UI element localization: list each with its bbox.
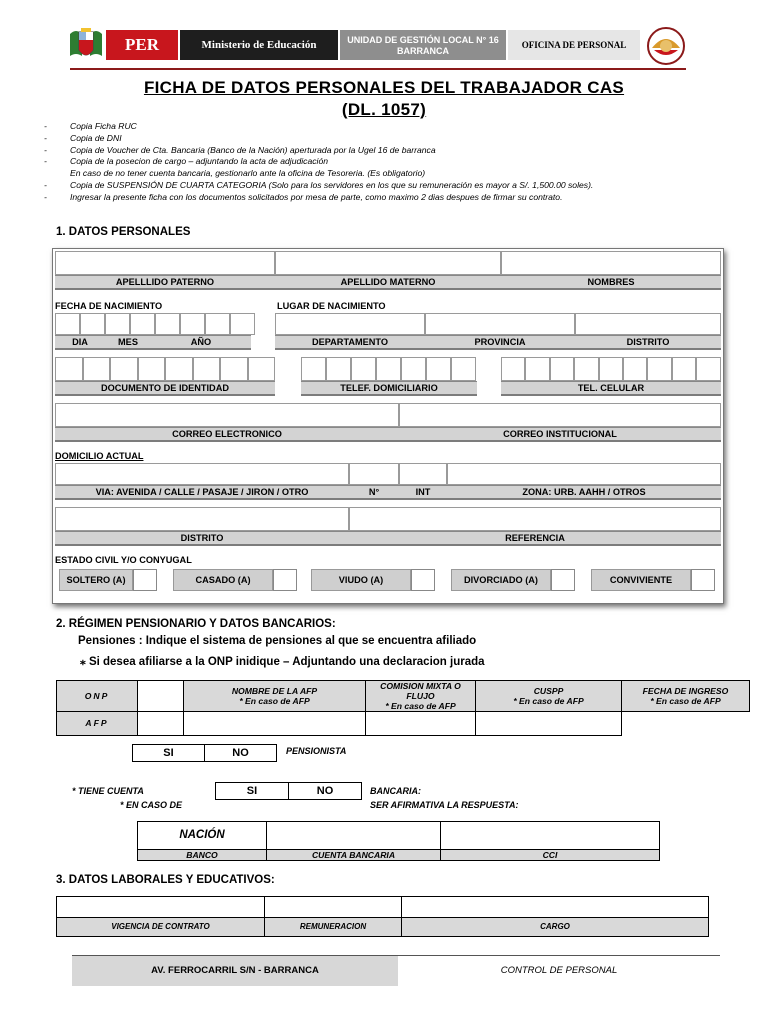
ugel-logo-icon [646,26,686,66]
vigencia-label: VIGENCIA DE CONTRATO [56,917,265,937]
distrito-field[interactable] [575,313,721,335]
casado-checkbox[interactable] [273,569,297,591]
referencia-field[interactable] [349,507,721,531]
cuenta-bancaria-field[interactable] [266,821,441,850]
fecha-nacimiento-label: FECHA DE NACIMIENTO [55,301,163,311]
numero-field[interactable] [349,463,399,485]
requirement-dash: - [44,132,47,143]
dni-digit-cell[interactable] [110,357,138,381]
cuspp-note: * En caso de AFP [513,696,584,706]
divorciado-option: DIVORCIADO (A) [451,569,551,591]
ugel-label [340,30,506,60]
requirement-item [44,156,734,168]
nombre-afp-header [183,680,366,712]
departamento-field[interactable] [275,313,425,335]
nacion-value: NACIÓN [137,821,267,850]
fecha-ingreso-note: * En caso de AFP [650,696,721,706]
requirement-dash: - [44,191,47,202]
cci-field[interactable] [440,821,660,850]
bancaria-label: BANCARIA: [370,786,421,796]
via-field[interactable] [55,463,349,485]
pensionista-no-button[interactable]: NO [204,744,277,762]
dni-digit-cell[interactable] [220,357,248,381]
dni-digit-cell[interactable] [83,357,111,381]
pensionista-label: PENSIONISTA [286,746,347,756]
estado-civil-label: ESTADO CIVIL Y/O CONYUGAL [55,555,192,565]
comision-note: * En caso de AFP [385,701,456,711]
telef-dom-digit-cell[interactable] [301,357,326,381]
ministerio-label: Ministerio de Educación [180,30,338,60]
requirement-dash: - [44,156,47,167]
requirement-item [44,180,734,192]
referencia-label: REFERENCIA [349,531,721,546]
cuenta-si-button[interactable]: SI [215,782,289,800]
tel-cel-digit-cell[interactable] [550,357,574,381]
correo-institucional-label: CORREO INSTITUCIONAL [399,427,721,442]
requirement-item [44,168,734,180]
remuneracion-field[interactable] [264,896,402,918]
oficina-label: OFICINA DE PERSONAL [508,30,640,60]
nombres-label: NOMBRES [501,275,721,290]
requirement-text: Copia de DNI [70,132,122,143]
requirement-item [44,192,734,204]
requirement-text: En caso de no tener cuenta bancaria, gestionarlo ante la oficina de Tesoreria. (Es obligatorio) [70,168,426,179]
birth-date-digit-cell[interactable] [55,313,80,335]
footer-control: CONTROL DE PERSONAL [500,965,618,976]
apellido-paterno-label: APELLLIDO PATERNO [55,275,275,290]
tel-cel-digit-cell[interactable] [672,357,696,381]
tel-cel-digit-cell[interactable] [525,357,549,381]
dni-digit-cell[interactable] [138,357,166,381]
requirement-dash: - [44,121,47,131]
telef-dom-digit-cell[interactable] [451,357,476,381]
tel-cel-digit-cell[interactable] [647,357,671,381]
nombre-afp-note: * En caso de AFP [239,696,310,706]
peru-coat-of-arms-icon [68,26,104,64]
cargo-label: CARGO [401,917,709,937]
tel-cel-digit-cell[interactable] [574,357,598,381]
apellido-materno-label: APELLIDO MATERNO [275,275,501,290]
form-title-line2: (DL. 1057) [341,100,427,119]
nombre-afp-title: NOMBRE DE LA AFP [231,686,318,696]
tel-cel-label: TEL. CELULAR [501,381,721,396]
telef-dom-digit-cell[interactable] [401,357,426,381]
section1-title: 1. DATOS PERSONALES [56,226,191,238]
conviviente-checkbox[interactable] [691,569,715,591]
soltero-option: SOLTERO (A) [59,569,133,591]
telef-dom-digit-cell[interactable] [426,357,451,381]
via-label: VIA: AVENIDA / CALLE / PASAJE / JIRON / OTRO [55,485,349,500]
apellido-materno-field[interactable] [275,251,501,275]
zona-field[interactable] [447,463,721,485]
dni-digit-cell[interactable] [193,357,221,381]
form-title-line1: FICHA DE DATOS PERSONALES DEL TRABAJADOR CAS [143,78,625,97]
correo-electronico-label: CORREO ELECTRONICO [55,427,399,442]
comision-title: COMISION MIXTA O FLUJO [380,681,461,701]
telef-dom-label: TELEF. DOMICILIARIO [301,381,477,396]
requirement-dash: - [44,144,47,155]
pensionista-si-button[interactable]: SI [132,744,205,762]
remuneracion-label: REMUNERACION [264,917,402,937]
viudo-checkbox[interactable] [411,569,435,591]
correo-institucional-field[interactable] [399,403,721,427]
viudo-option: VIUDO (A) [311,569,411,591]
nombres-field[interactable] [501,251,721,275]
anio-label: AÑO [151,335,251,350]
pensiones-instruction: Pensiones : Indique el sistema de pensiones al que se encuentra afiliado [78,635,477,647]
tel-cel-digit-cell[interactable] [623,357,647,381]
soltero-checkbox[interactable] [133,569,157,591]
footer-address: AV. FERROCARRIL S/N - BARRANCA [72,956,398,986]
tel-cel-digit-cell[interactable] [501,357,525,381]
dni-digit-cell[interactable] [165,357,193,381]
fecha-ingreso-header [621,680,750,712]
casado-option: CASADO (A) [173,569,273,591]
dni-digit-cell[interactable] [248,357,276,381]
requirement-text: Ingresar la presente ficha con los documentos solicitados por mesa de parte, como maximo 2 dias despues de firmar su contrato. [70,191,563,202]
requirement-dash: - [44,179,47,190]
tel-cel-digit-cell[interactable] [696,357,720,381]
birth-date-digit-cell[interactable] [205,313,230,335]
nombre-afp-field[interactable] [183,711,366,736]
birth-date-digit-cell[interactable] [80,313,105,335]
onp-checkbox[interactable] [137,680,184,712]
conviviente-option: CONVIVIENTE [591,569,691,591]
dia-label: DIA [55,335,105,350]
section3-title: 3. DATOS LABORALES Y EDUCATIVOS: [56,874,275,886]
mes-label: MES [105,335,151,350]
cuspp-header [475,680,622,712]
domicilio-label: DOMICILIO ACTUAL [55,451,144,461]
onp-note: ⁎ Si desea afiliarse a la ONP inidique – Adjuntando una declaracion jurada [80,656,485,668]
requirement-text: Copia de la posecion de cargo – adjuntando la acta de adjudicación [70,156,329,167]
peru-brand-label: PER [106,30,178,60]
comision-field[interactable] [365,711,476,736]
requirement-item [44,121,734,133]
telef-dom-digit-cell[interactable] [326,357,351,381]
fecha-ingreso-title: FECHA DE INGRESO [642,686,729,696]
banco-label: BANCO [137,849,267,861]
provincia-field[interactable] [425,313,575,335]
divorciado-checkbox[interactable] [551,569,575,591]
birth-date-digit-cell[interactable] [155,313,180,335]
section2-title: 2. RÉGIMEN PENSIONARIO Y DATOS BANCARIOS: [56,618,336,630]
comision-header [365,680,476,712]
dni-digit-cell[interactable] [55,357,83,381]
lugar-nacimiento-label: LUGAR DE NACIMIENTO [277,301,386,311]
telef-dom-digit-cell[interactable] [376,357,401,381]
requirement-text: Copia de SUSPENSIÓN DE CUARTA CATEGORIA (Solo para los servidores en los que su remuneración es mayor a S/. 1,500.00 soles). [70,179,594,190]
afp-label: AFP [56,711,138,736]
requirement-item [44,133,734,145]
cuspp-title: CUSPP [533,686,564,696]
birth-date-digit-cell[interactable] [230,313,255,335]
tel-cel-digit-cell[interactable] [599,357,623,381]
requirements-list [44,121,734,204]
ugel-line2: BARRANCA [397,46,449,56]
onp-label: ONP [56,680,138,712]
distrito2-label: DISTRITO [55,531,349,546]
departamento-label: DEPARTAMENTO [275,335,425,350]
apellido-paterno-field[interactable] [55,251,275,275]
birth-date-digit-cell[interactable] [180,313,205,335]
vigencia-field[interactable] [56,896,265,918]
birth-date-digit-cell[interactable] [105,313,130,335]
ugel-line1: UNIDAD DE GESTIÓN LOCAL N° 16 [347,35,499,45]
distrito2-field[interactable] [55,507,349,531]
cci-label: CCI [440,849,660,861]
cuspp-field[interactable] [475,711,622,736]
afp-checkbox[interactable] [137,711,184,736]
telef-dom-digit-cell[interactable] [351,357,376,381]
int-field[interactable] [399,463,447,485]
cargo-field[interactable] [401,896,709,918]
personal-data-form [52,248,724,604]
zona-label: ZONA: URB. AAHH / OTROS [447,485,721,500]
requirement-dash [44,168,70,180]
ser-afirmativa-label: SER AFIRMATIVA LA RESPUESTA: [370,800,519,810]
header-divider [70,68,686,70]
requirement-item [44,145,734,157]
requirement-text: Copia Ficha RUC [70,121,137,131]
numero-label: N° [349,485,399,500]
documento-label: DOCUMENTO DE IDENTIDAD [55,381,275,396]
requirement-text: Copia de Voucher de Cta. Bancaria (Banco de la Nación) aperturada por la Ugel 16 de barranca [70,144,436,155]
en-caso-de-label: * EN CASO DE [120,800,183,810]
int-label: INT [399,485,447,500]
distrito-label: DISTRITO [575,335,721,350]
birth-date-digit-cell[interactable] [130,313,155,335]
correo-electronico-field[interactable] [55,403,399,427]
provincia-label: PROVINCIA [425,335,575,350]
tiene-cuenta-label: * TIENE CUENTA [72,786,144,796]
cuenta-bancaria-label: CUENTA BANCARIA [266,849,441,861]
cuenta-no-button[interactable]: NO [288,782,362,800]
